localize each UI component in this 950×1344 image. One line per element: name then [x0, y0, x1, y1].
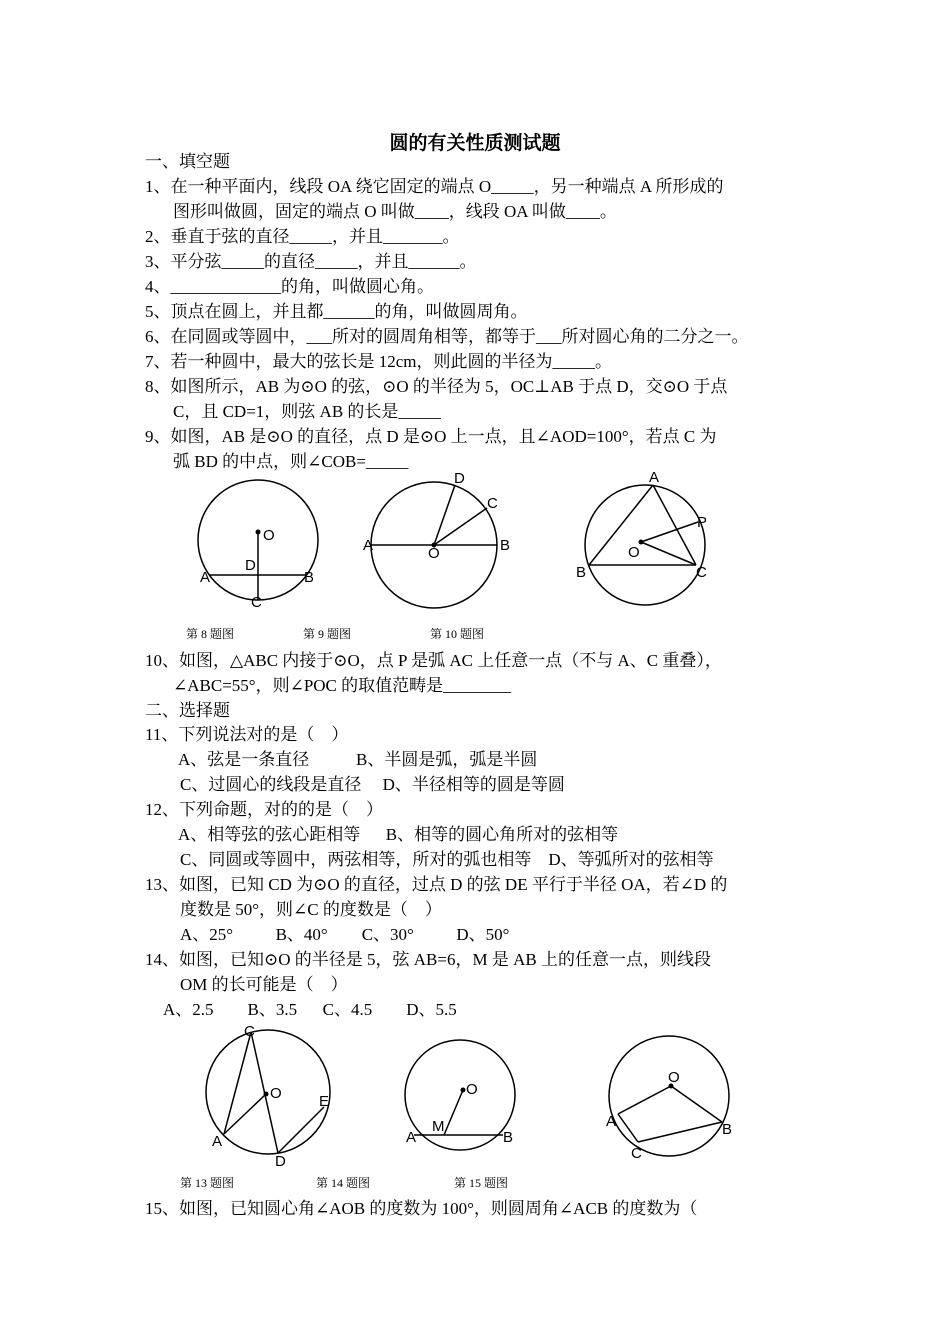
fig15-label-o: O [668, 1069, 680, 1086]
fig15-circle [609, 1036, 729, 1156]
figure-15 [598, 1028, 748, 1168]
figure-14 [400, 1030, 530, 1160]
question-13-options: A、25° B、40° C、30° D、50° [180, 925, 510, 944]
question-9-line-1: 9、如图，AB 是⊙O 的直径，点 D 是⊙O 上一点，且∠AOD=100°，若点 C 为 [145, 427, 717, 446]
question-11-options-ab: A、弦是一条直径 B、半圆是弧，弧是半圆 [178, 750, 538, 769]
fig13-label-a: A [212, 1133, 223, 1150]
fig15-chord-cb [638, 1122, 722, 1142]
fig10-label-c: C [696, 564, 707, 581]
question-10-line-2: ∠ABC=55°，则∠POC 的取值范畴是________ [173, 676, 512, 695]
caption-figure-15: 第 15 题图 [454, 1176, 509, 1190]
question-3: 3、平分弦_____的直径_____，并且______。 [145, 252, 477, 271]
fig9-radius-oc [434, 508, 487, 545]
question-14-line-1: 14、如图，已知⊙O 的半径是 5，弦 AB=6，M 是 AB 上的任意一点，则线段 [145, 950, 711, 969]
fig8-center-dot [256, 530, 261, 535]
question-12-options-ab: A、相等弦的弦心距相等 B、相等的圆心角所对的弦相等 [178, 825, 619, 844]
fig9-label-d: D [454, 470, 465, 487]
fig13-center-dot [264, 1092, 269, 1097]
question-13-line-1: 13、如图，已知 CD 为⊙O 的直径，过点 D 的弦 DE 平行于半径 OA，若∠D 的 [145, 875, 728, 894]
fig9-label-o: O [428, 545, 440, 562]
section-choice-heading: 二、选择题 [145, 701, 230, 720]
fig13-label-e: E [319, 1093, 330, 1110]
fig14-segment-om [444, 1090, 463, 1135]
fig9-radius-od [434, 485, 455, 545]
fig9-label-c: C [487, 495, 498, 512]
fig15-chord-ac [618, 1114, 638, 1142]
question-13-line-2: 度数是 50°，则∠C 的度数是（ ） [180, 900, 442, 919]
question-14-options: A、2.5 B、3.5 C、4.5 D、5.5 [163, 1000, 457, 1019]
fig13-radius-oa [224, 1094, 266, 1134]
fig15-radius-ob [671, 1086, 722, 1122]
question-11: 11、下列说法对的是（ ） [145, 725, 349, 744]
fig10-label-b: B [576, 564, 587, 581]
fig10-circle [585, 485, 708, 605]
fig14-label-b: B [503, 1129, 514, 1146]
fig14-circle [405, 1040, 515, 1150]
fig10-segment-oc [641, 542, 696, 565]
figure-8 [190, 470, 330, 620]
question-14-line-2: OM 的长可能是（ ） [180, 975, 348, 994]
fig15-label-b: B [722, 1121, 733, 1138]
caption-figure-13: 第 13 题图 [180, 1176, 235, 1190]
page-title: 圆的有关性质测试题 [389, 132, 561, 154]
fig15-label-a: A [606, 1113, 617, 1130]
question-8-line-2: C，且 CD=1，则弦 AB 的长是_____ [173, 402, 441, 421]
caption-figure-8: 第 8 题图 [186, 627, 235, 641]
fig10-label-p: P [697, 514, 708, 531]
fig13-label-d: D [275, 1153, 286, 1170]
figure-13 [196, 1022, 346, 1172]
fig10-label-o: O [628, 544, 640, 561]
fig8-label-a: A [200, 569, 211, 586]
figure-10 [570, 470, 720, 620]
fig14-label-a: A [406, 1129, 417, 1146]
figure-9 [360, 470, 520, 620]
fig10-side-ab [589, 485, 653, 565]
question-6: 6、在同圆或等圆中，___所对的圆周角相等，都等于___所对圆心角的二分之一。 [145, 327, 749, 346]
fig14-center-dot [461, 1088, 466, 1093]
fig13-chord-ca [224, 1032, 251, 1134]
section-fill-in-heading: 一、填空题 [145, 152, 230, 171]
caption-figure-10: 第 10 题图 [430, 627, 485, 641]
fig14-label-m: M [432, 1118, 445, 1135]
fig13-circle [206, 1030, 330, 1154]
fig8-label-c: C [251, 594, 262, 611]
question-15: 15、如图，已知圆心角∠AOB 的度数为 100°，则圆周角∠ACB 的度数为（ [145, 1199, 698, 1218]
question-10-line-1: 10、如图，△ABC 内接于⊙O，点 P 是弧 AC 上任意一点（不与 A、C 重叠）， [145, 651, 722, 670]
fig8-label-b: B [304, 569, 315, 586]
question-12: 12、下列命题，对的的是（ ） [145, 800, 383, 819]
fig13-label-o: O [270, 1085, 282, 1102]
question-1-line-2: 图形叫做圆，固定的端点 O 叫做____，线段 OA 叫做____。 [173, 202, 617, 221]
fig13-label-c: C [244, 1023, 255, 1040]
question-9-line-2: 弧 BD 的中点，则∠COB=_____ [173, 452, 409, 471]
caption-figure-14: 第 14 题图 [316, 1176, 371, 1190]
question-11-options-cd: C、过圆心的线段是直径 D、半径相等的圆是等圆 [180, 775, 565, 794]
fig14-label-o: O [466, 1081, 478, 1098]
question-4: 4、_____________的角，叫做圆心角。 [145, 277, 434, 296]
fig9-label-b: B [500, 537, 511, 554]
question-1-line-1: 1、在一种平面内，线段 OA 绕它固定的端点 O_____，另一种端点 A 所形成的 [145, 177, 724, 196]
question-12-options-cd: C、同圆或等圆中，两弦相等，所对的弧也相等 D、等弧所对的弦相等 [180, 850, 714, 869]
question-5: 5、顶点在圆上，并且都______的角，叫做圆周角。 [145, 302, 528, 321]
question-8-line-1: 8、如图所示，AB 为⊙O 的弦，⊙O 的半径为 5，OC⊥AB 于点 D，交⊙O 于点 [145, 377, 728, 396]
fig15-radius-oa [618, 1086, 671, 1114]
fig10-segment-op [641, 522, 698, 542]
caption-figure-9: 第 9 题图 [303, 627, 352, 641]
question-7: 7、若一种圆中，最大的弦长是 12cm，则此圆的半径为_____。 [145, 352, 613, 371]
fig9-label-a: A [363, 537, 374, 554]
fig10-label-a: A [649, 469, 660, 486]
fig8-label-d: D [245, 557, 256, 574]
question-2: 2、垂直于弦的直径_____，并且_______。 [145, 227, 460, 246]
fig15-label-c: C [631, 1145, 642, 1162]
fig8-label-o: O [263, 527, 275, 544]
